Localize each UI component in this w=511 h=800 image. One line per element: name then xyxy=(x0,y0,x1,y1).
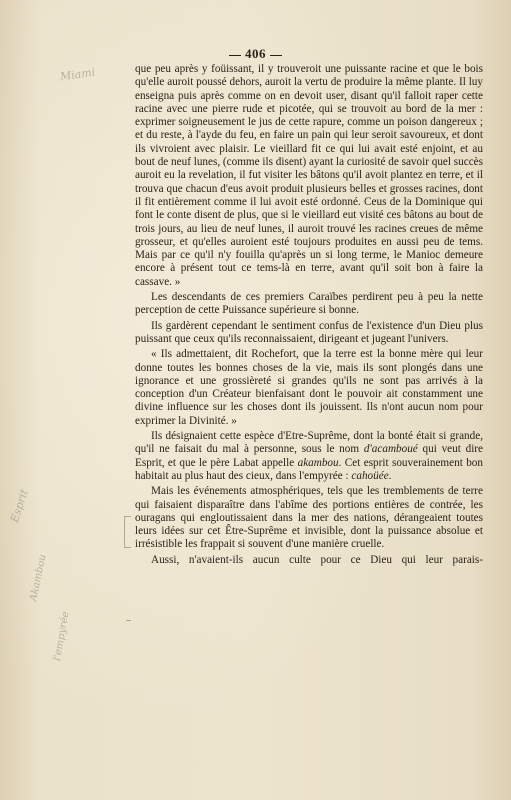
page-number-dash-right xyxy=(270,55,282,56)
paragraph-rochefort-quote: « Ils admettaient, dit Rochefort, que la terre est la bonne mère qui leur donne toutes les bonnes choses de la vie, mais ils sont plongés dans une ignorance et une grossièreté si grandes qu'ils ne sont pas arrivés à la conception d'un Créateur bienfaisant dont le pouvoir ait constamment une divine influence sur les choses dont ils jouissent. Ils n'ont aucun nom pour exprimer la Divinité. » xyxy=(135,348,483,427)
page-number-dash-left xyxy=(229,55,241,56)
acamboue-text-2: qui veut dire Esprit, et que le père Labat appelle xyxy=(135,443,483,469)
acamboue-text-3: . Cet esprit souverainement bon habitait au plus haut des cieux, dans l'empyrée : xyxy=(135,456,483,482)
term-acamboue: d'acamboué xyxy=(363,443,418,456)
paragraph-continuation: que peu après y foüissant, il y trouveroit une puissante racine et que le bois qu'elle auroit poussé dehors, auroit la vertu de produire la même plante. Il luy enseigna puis après comme on en devoit user, disant qu'il falloit raper cette racine avec une pierre rude et picotée, qui se trouvoit au bord de la mer : exprimer soigneusement le jus de cette rapure, comme un poison dangereux ; et du reste, à l'ayde du feu, en faire un pain qui leur seroit savoureux, et dont ils vivroient avec plaisir. Le vieillard fit ce qui lui avait esté enjoint, et au bout de neuf lunes, (comme ils disent) ayant la curiosité de savoir quel succès auroit eu la revelation, il fut visiter les bâtons qu'il avoit plantez en terre, et il trouva que chacun d'eus avoit produit plusieurs belles et grosses racines, dont il fit entièrement comme il lui avoit esté ordonné. Ceus de la Dominique qui font le conte disent de plus, que si le vieillard eut visité ces bâtons au bout de trois jours, au lieu de neuf lunes, il auroit trouvé les racines creues de même grosseur, et qu'elles auroient esté toujours produites en aussi peu de tems. Mais par ce qu'il n'y fouilla qu'après un si long terme, le Manioc demeure encore à présent tout ce tems-là en terre, avant qu'il soit bon à faire la cassave. » xyxy=(135,63,483,288)
paragraph-acamboue xyxy=(135,430,483,483)
margin-annotation-empyree: l'empyrée xyxy=(52,610,72,662)
margin-annotation-top: Miami xyxy=(59,65,97,84)
acamboue-text-4: . xyxy=(388,469,392,482)
pencil-dash-mark xyxy=(126,620,131,621)
paragraph-atmospheric-events: Mais les événements atmosphériques, tels que les tremblements de terre qui faisaient disparaître dans l'abîme des portions entières de contrée, les ouragans qui engloutissaient dans la mer des nations, dérangeaient toutes leurs idées sur cet Être-Suprême et invisible, dont la puissance absolue et irrésistible les frappait si souvent d'une manière cruelle. xyxy=(135,485,483,551)
margin-annotation-akambou: Akambou xyxy=(28,553,49,603)
margin-annotation-esprit: Esprit xyxy=(8,487,31,525)
paragraph-descendants: Les descendants de ces premiers Caraïbes perdirent peu à peu la nette perception de cette Puissance supérieure si bonne. xyxy=(135,291,483,317)
page-number xyxy=(0,46,511,62)
paragraph-sentiment: Ils gardèrent cependant le sentiment confus de l'existence d'un Dieu plus puissant que ceux qu'ils reconnaissaient, dirigeant et jugeant l'univers. xyxy=(135,319,483,345)
acamboue-text-1: Ils désignaient cette espèce d'Etre-Suprême, dont la bonté était si grande, qu'il ne faisait du mal à personne, sous le nom xyxy=(135,430,483,456)
page-number-value: 406 xyxy=(245,46,266,61)
paragraph-no-cult: Aussi, n'avaient-ils aucun culte pour ce Dieu qui leur parais- xyxy=(151,553,483,566)
term-cahouee: cahoüée xyxy=(351,469,389,482)
pencil-bracket-mark xyxy=(124,516,131,548)
term-akambou: akambou xyxy=(297,456,339,469)
body-text xyxy=(135,63,483,567)
